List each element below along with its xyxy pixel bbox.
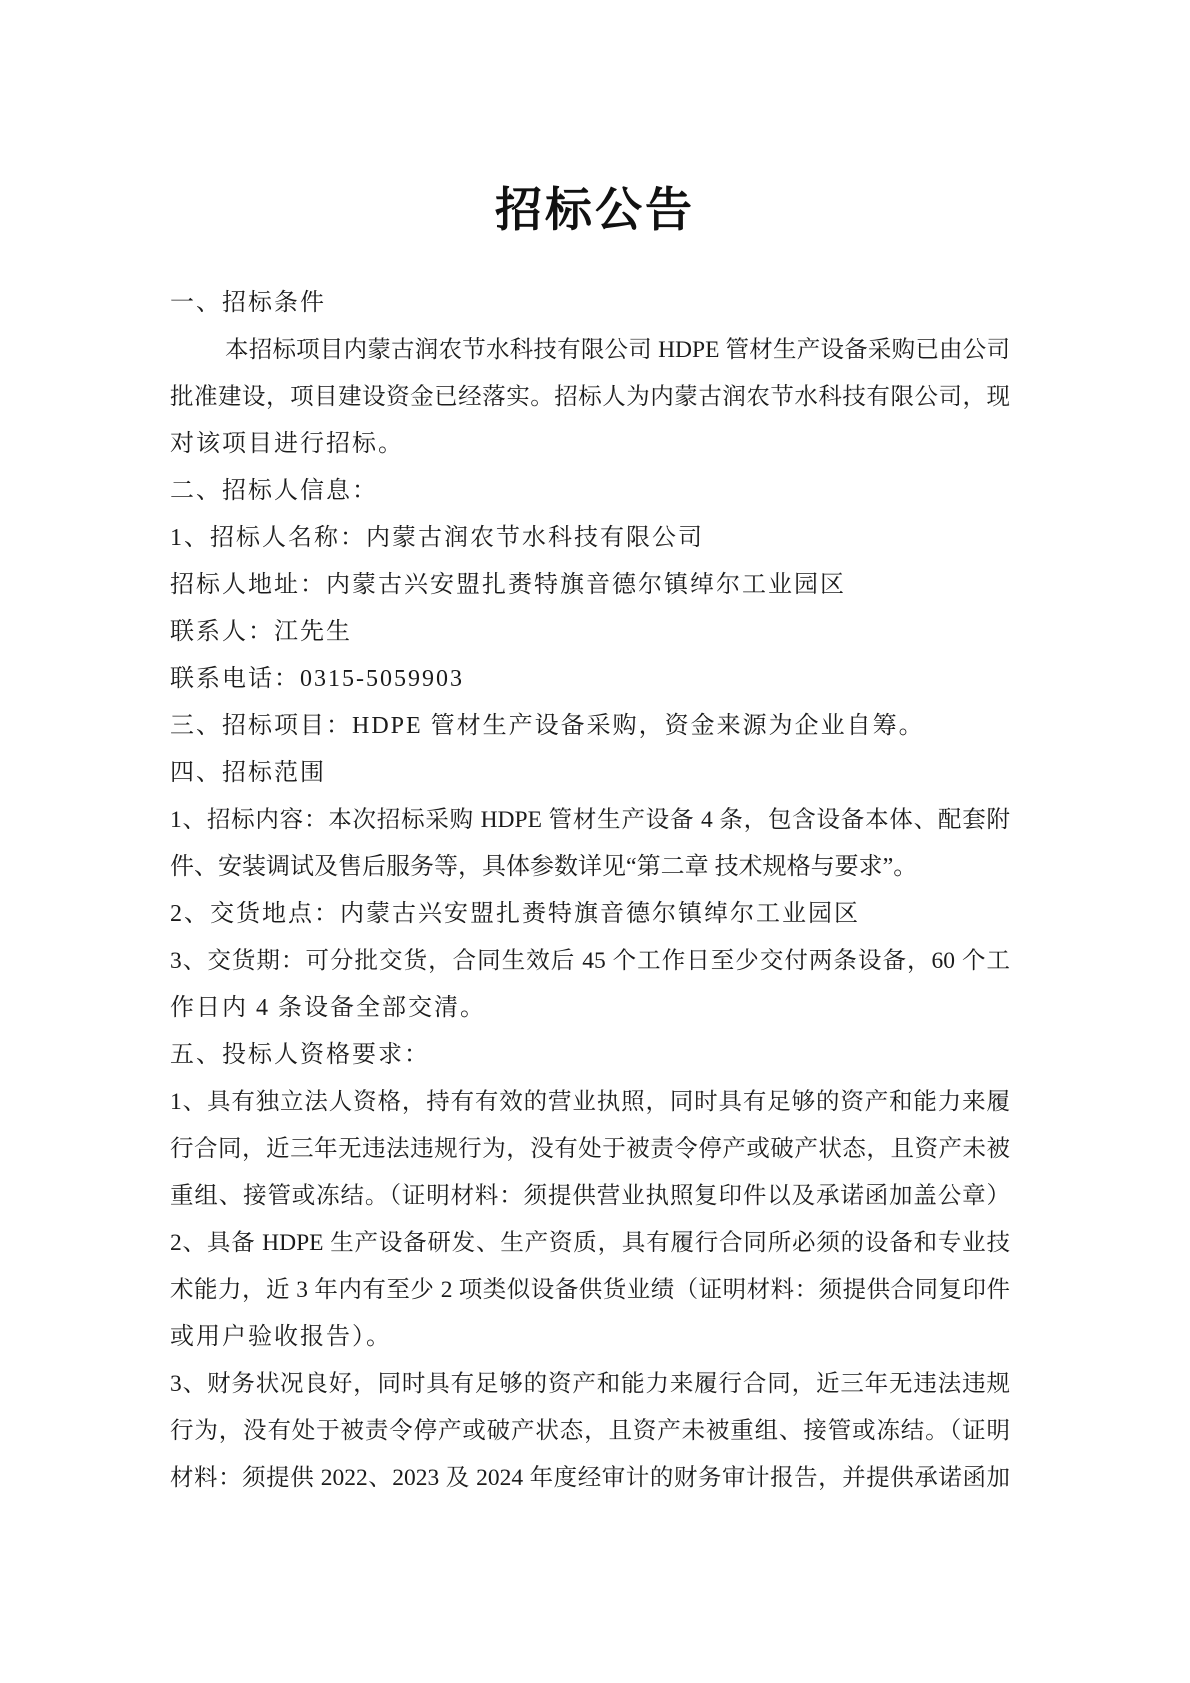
paragraph-line: 1、具有独立法人资格，持有有效的营业执照，同时具有足够的资产和能力来履 (170, 1089, 1010, 1115)
paragraph-line: 对该项目进行招标。 (170, 431, 404, 457)
section-heading-3: 三、招标项目：HDPE 管材生产设备采购，资金来源为企业自筹。 (170, 713, 925, 739)
contact-phone-line: 联系电话：0315-5059903 (170, 666, 464, 692)
contact-person-line: 联系人：江先生 (170, 619, 352, 645)
paragraph-line: 1、招标内容：本次招标采购 HDPE 管材生产设备 4 条，包含设备本体、配套附 (170, 807, 1010, 833)
paragraph-line: 本招标项目内蒙古润农节水科技有限公司 HDPE 管材生产设备采购已由公司 (225, 337, 1010, 363)
paragraph-line: 重组、接管或冻结。（证明材料：须提供营业执照复印件以及承诺函加盖公章） (170, 1183, 1010, 1209)
section-heading-1: 一、招标条件 (170, 290, 326, 316)
document-title: 招标公告 (495, 185, 695, 237)
paragraph-line: 行合同，近三年无违法违规行为，没有处于被责令停产或破产状态，且资产未被 (170, 1136, 1010, 1162)
paragraph-line: 件、安装调试及售后服务等，具体参数详见“第二章 技术规格与要求”。 (170, 854, 918, 880)
paragraph-line: 行为，没有处于被责令停产或破产状态，且资产未被重组、接管或冻结。（证明 (170, 1418, 1010, 1444)
paragraph-line: 2、具备 HDPE 生产设备研发、生产资质，具有履行合同所必须的设备和专业技 (170, 1230, 1010, 1256)
delivery-place-line: 2、交货地点：内蒙古兴安盟扎赉特旗音德尔镇绰尔工业园区 (170, 901, 860, 927)
document-body (170, 280, 1010, 1502)
paragraph-line: 批准建设，项目建设资金已经落实。招标人为内蒙古润农节水科技有限公司，现 (170, 384, 1010, 410)
paragraph-line: 术能力，近 3 年内有至少 2 项类似设备供货业绩（证明材料：须提供合同复印件 (170, 1277, 1010, 1303)
section-heading-4: 四、招标范围 (170, 760, 326, 786)
section-heading-2: 二、招标人信息： (170, 478, 378, 504)
bidder-name-line: 1、招标人名称：内蒙古润农节水科技有限公司 (170, 525, 704, 551)
paragraph-line: 3、财务状况良好，同时具有足够的资产和能力来履行合同，近三年无违法违规 (170, 1371, 1010, 1397)
paragraph-line: 材料：须提供 2022、2023 及 2024 年度经审计的财务审计报告，并提供承诺函加 (170, 1465, 1010, 1491)
paragraph-line: 作日内 4 条设备全部交清。 (170, 995, 486, 1021)
bidder-address-line: 招标人地址：内蒙古兴安盟扎赉特旗音德尔镇绰尔工业园区 (170, 572, 846, 598)
paragraph-line: 或用户验收报告）。 (170, 1324, 392, 1350)
section-heading-5: 五、投标人资格要求： (170, 1042, 430, 1068)
paragraph-line: 3、交货期：可分批交货，合同生效后 45 个工作日至少交付两条设备，60 个工 (170, 948, 1010, 974)
